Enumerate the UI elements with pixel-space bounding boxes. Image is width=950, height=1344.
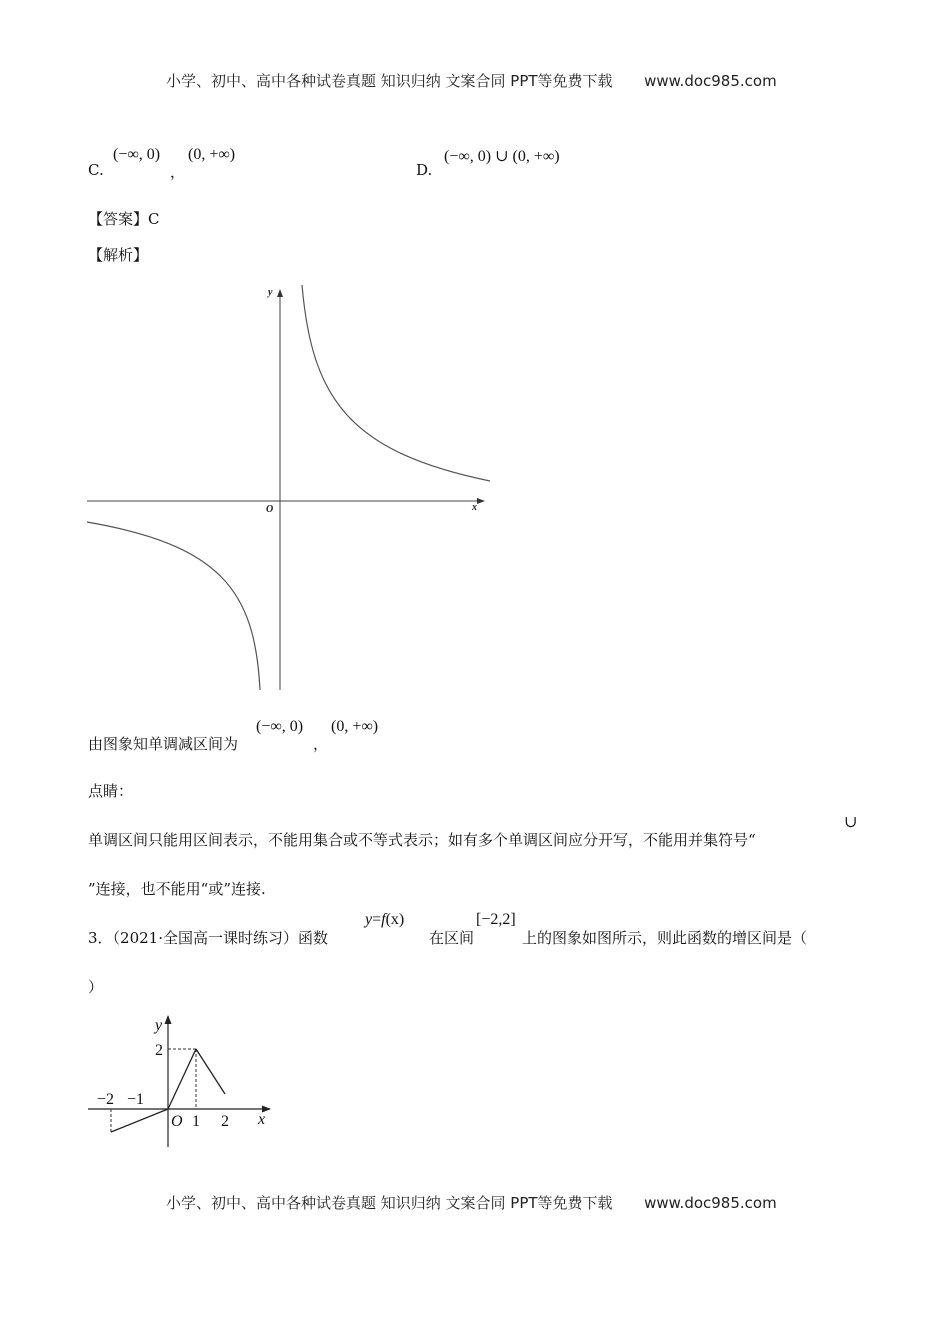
header-url: www.doc985.com (644, 72, 777, 90)
question3-prefix: 3．（2021·全国高一课时练习）函数 (88, 929, 328, 947)
option-c-interval-2: (0, +∞) (188, 146, 236, 163)
tip-label: 点睛： (88, 782, 134, 800)
footer-url: www.doc985.com (644, 1194, 777, 1212)
conclusion-separator: ， (313, 735, 329, 753)
option-c-label: C. (88, 161, 104, 179)
page-footer (166, 1192, 777, 1213)
graph2-origin-label: O (171, 1113, 183, 1130)
question3-mid: 在区间 (429, 929, 475, 947)
question3-func-f: f (381, 911, 386, 928)
header-text: 小学、初中、高中各种试卷真题 知识归纳 文案合同 PPT等免费下载 (166, 72, 613, 90)
graph2-tick-2: 2 (221, 1113, 229, 1130)
question3-interval: [−2,2] (476, 911, 516, 928)
graph2-tick-1: 1 (192, 1113, 200, 1130)
footer-text: 小学、初中、高中各种试卷真题 知识归纳 文案合同 PPT等免费下载 (166, 1194, 613, 1212)
question3-func-y: y (365, 911, 373, 928)
graph2-y-tick-2: 2 (155, 1042, 163, 1059)
graph1-x-label: x (472, 502, 477, 513)
analysis-label: 【解析】 (88, 246, 149, 264)
answer-label: 【答案】C (88, 210, 160, 228)
graph1-origin-label: O (266, 504, 274, 515)
option-c-separator: ， (170, 163, 186, 181)
tip-union-symbol: ∪ (844, 814, 858, 831)
question3-func-eq: = (372, 911, 382, 928)
graph1-y-label: y (268, 287, 273, 298)
question3-close: ） (88, 978, 104, 996)
option-d-label: D. (416, 161, 433, 179)
conclusion-interval-2: (0, +∞) (331, 718, 379, 735)
tip-line-1: 单调区间只能用区间表示，不能用集合或不等式表示；如有多个单调区间应分开写，不能用并集符号“ (88, 831, 756, 849)
graph2-x-label: x (258, 1111, 266, 1128)
question3-func-x: (x) (385, 911, 405, 928)
graph2-tick-neg2: −2 (97, 1091, 115, 1108)
graph2-tick-neg1: −1 (127, 1091, 145, 1108)
graph2-segment-rise (168, 1049, 196, 1109)
question3-suffix: 上的图象如图所示，则此函数的增区间是（ (522, 929, 808, 947)
conclusion-interval-1: (−∞, 0) (256, 718, 304, 735)
graph2-y-label: y (155, 1017, 163, 1034)
graph2-segment-left (111, 1109, 168, 1132)
graph2-segment-fall (196, 1049, 225, 1094)
tip-line-2: ”连接，也不能用“或”连接. (88, 880, 266, 898)
option-d-interval: (−∞, 0) ∪ (0, +∞) (444, 148, 560, 165)
conclusion-text: 由图象知单调减区间为 (88, 735, 239, 753)
option-c-interval-1: (−∞, 0) (113, 146, 161, 163)
